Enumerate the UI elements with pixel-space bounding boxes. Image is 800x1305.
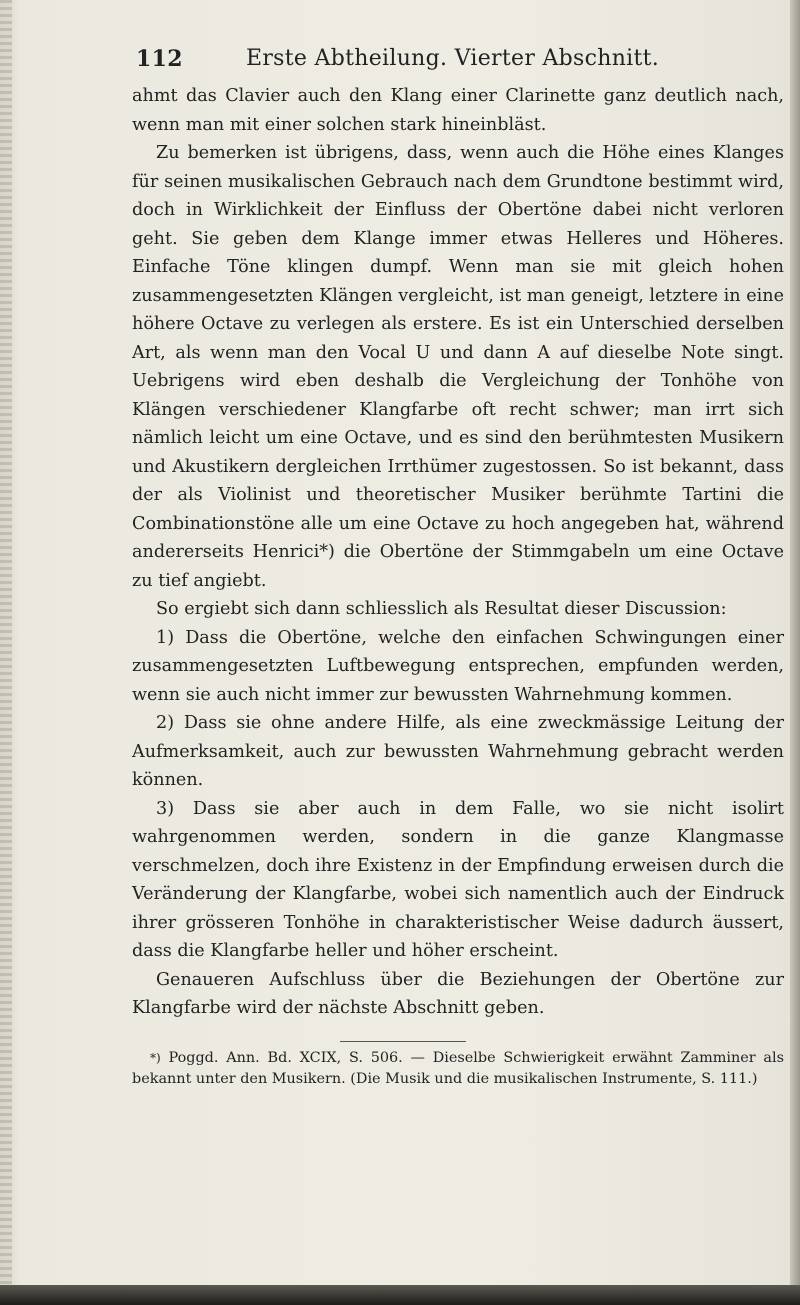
paragraph: ahmt das Clavier auch den Klang einer Clarinette ganz deutlich nach, wenn man mit einer solchen stark hineinbläst.	[132, 86, 784, 135]
footnote	[132, 1048, 784, 1090]
page-header	[136, 46, 786, 82]
running-head: Erste Abtheilung. Vierter Abschnitt.	[246, 46, 660, 71]
page-bottom-shadow	[0, 1285, 800, 1305]
paragraph: Zu bemerken ist übrigens, dass, wenn auch die Höhe eines Klanges für seinen musikalischen Gebrauch nach dem Grundtone bestimmt wird, doch in Wirklichkeit der Einfluss der Obertöne dabei nicht verloren geht. Sie geben dem Klange immer etwas Helleres und Höheres. Einfache Töne klingen dumpf. Wenn man sie mit gleich hohen zusammengesetzten Klängen vergleicht, ist man geneigt, letztere in eine höhere Octave zu verlegen als erstere. Es ist ein Unterschied derselben Art, als wenn man den Vocal U und dann A auf dieselbe Note singt. Uebrigens wird eben deshalb die Vergleichung der Tonhöhe von Klängen verschiedener Klangfarbe oft recht schwer; man irrt sich nämlich leicht um eine Octave, und es sind den berühmtesten Musikern und Akustikern dergleichen Irrthümer zugestossen. So ist bekannt, dass der als Violinist und theoretischer Musiker berühmte Tartini die Combinationstöne alle um eine Octave zu hoch angegeben hat, während andererseits Henrici*) die Obertöne der Stimmgabeln um eine Octave zu tief angiebt.	[132, 143, 784, 591]
list-item: 1) Dass die Obertöne, welche den einfachen Schwingungen einer zusammengesetzten Luftbewegung entsprechen, empfunden werden, wenn sie auch nicht immer zur bewussten Wahrnehmung kommen.	[132, 627, 784, 705]
page-gutter-edge	[0, 0, 12, 1305]
page-number: 112	[136, 46, 183, 72]
footnote-rule	[340, 1041, 466, 1042]
footnote-marker: *)	[150, 1051, 161, 1065]
list-item: 3) Dass sie aber auch in dem Falle, wo sie nicht isolirt wahrgenommen werden, sondern in die ganze Klangmasse verschmelzen, doch ihre Existenz in der Empfindung erweisen durch die Veränderung der Klangfarbe, wobei sich namentlich auch der Eindruck ihrer grösseren Tonhöhe in charakteristischer Weise dadurch äussert, dass die Klangfarbe heller und höher erscheint.	[132, 798, 784, 961]
paragraph: So ergiebt sich dann schliesslich als Resultat dieser Discussion:	[156, 599, 727, 619]
body-text	[132, 82, 784, 1023]
list-item: 2) Dass sie ohne andere Hilfe, als eine zweckmässige Leitung der Aufmerksamkeit, auch zur bewussten Wahrnehmung gebracht werden können.	[132, 713, 784, 790]
paragraph: Genaueren Aufschluss über die Beziehungen der Obertöne zur Klangfarbe wird der nächste Abschnitt geben.	[132, 969, 784, 1018]
footnote-text: Poggd. Ann. Bd. XCIX, S. 506. — Dieselbe Schwierigkeit erwähnt Zamminer als bekannt unter den Musikern. (Die Musik und die musikalischen Instrumente, S. 111.)	[132, 1050, 784, 1087]
page-right-edge	[790, 0, 800, 1305]
